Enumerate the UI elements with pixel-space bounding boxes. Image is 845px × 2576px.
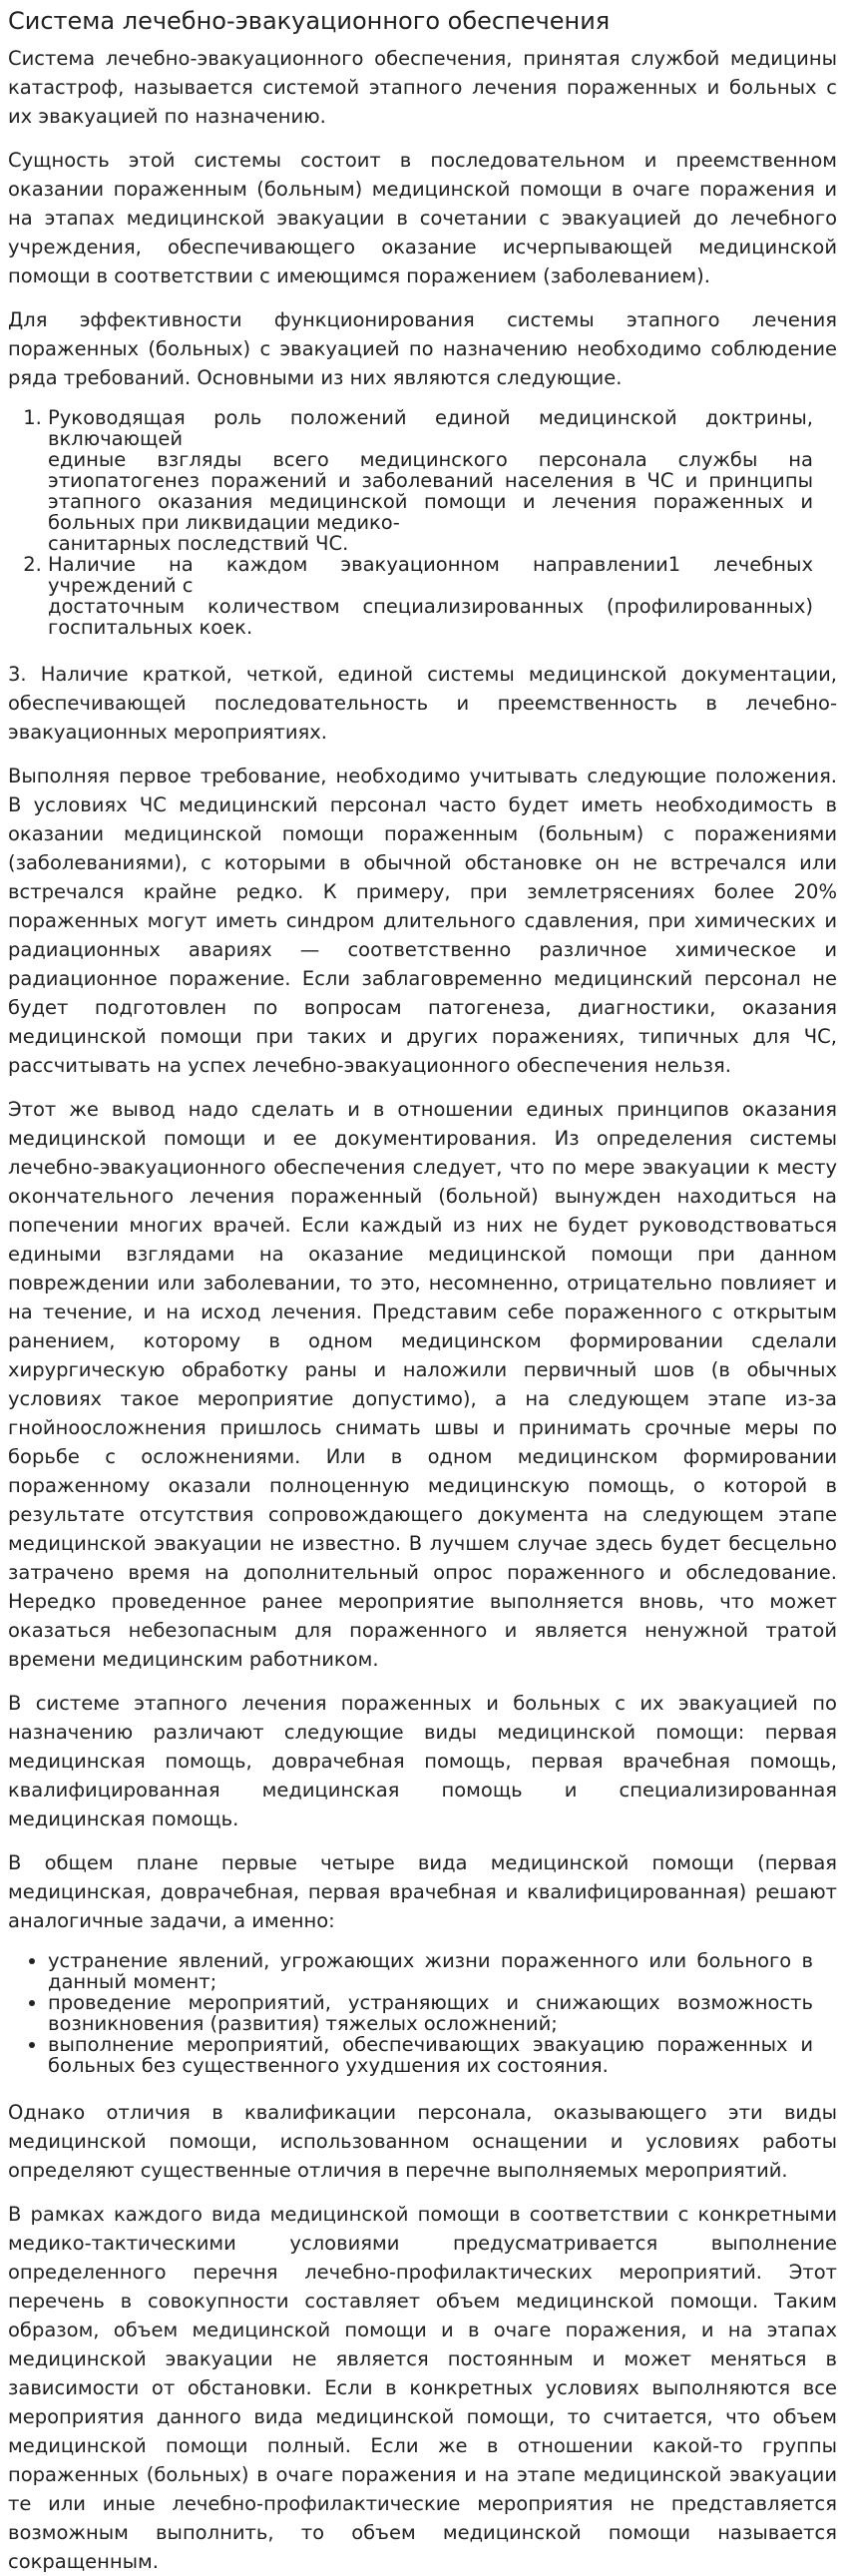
- requirement-line: 2. Наличие на каждом эвакуационном направлении1 лечебных учреждений с: [48, 553, 813, 597]
- task-item: • проведение мероприятий, устраняющих и снижающих возможность возникновения (развития) тяжелых осложнений;: [48, 1992, 837, 2034]
- tasks-list: [8, 1950, 837, 2076]
- paragraph: Этот же вывод надо сделать и в отношении единых принципов оказания медицинской помощи и ее документирования. Из определения системы лечебно-эвакуационного обеспечения следует, что по мере эвакуации к месту окончательного лечения пораженный (больной) вынужден находиться на попечении многих врачей. Если каждый из них не будет руководствоваться едиными взглядами на оказание медицинской помощи при данном повреждении или заболевании, то это, несомненно, отрицательно повлияет и на течение, и на исход лечения. Представим себе пораженного с открытым ранением, которому в одном медицинском формировании сделали хирургическую обработку раны и наложили первичный шов (в обычных условиях такое мероприятие допустимо), а на следующем этапе из-за гнойноосложнения пришлось снимать швы и принимать срочные меры по борьбе с осложнениями. Или в одном медицинском формировании пораженному оказали полноценную медицинскую помощь, о которой в результате отсутствия сопровождающего документа на следующем этапе медицинской эвакуации не известно. В лучшем случае здесь будет бесцельно затрачено время на дополнительный опрос пораженного и обследование. Нередко проведенное ранее мероприятие выполняется вновь, что может оказаться небезопасным для пораженного и является ненужной тратой времени медицинским работником.: [8, 1098, 837, 1671]
- requirements-list: [8, 407, 837, 638]
- paragraph: Система лечебно-эвакуационного обеспечения, принятая службой медицины катастроф, называется системой этапного лечения пораженных и больных с их эвакуацией по назначению.: [8, 47, 837, 128]
- paragraph: В рамках каждого вида медицинской помощи в соответствии с конкретными медико-тактическими условиями предусматривается выполнение определенного перечня лечебно-профилактических мероприятий. Этот перечень в совокупности составляет объем медицинской помощи. Таким образом, объем медицинской помощи и в очаге поражения, и на этапах медицинской эвакуации не является постоянным и может меняться в зависимости от обстановки. Если в конкретных условиях выполняются все мероприятия данного вида медицинской помощи, то считается, что объем медицинской помощи полный. Если же в отношении какой-то группы пораженных (больных) в очаге поражения и на этапе медицинской эвакуации те или иные лечебно-профилактические мероприятия не представляется возможным выполнить, то объем медицинской помощи называется сокращенным.: [8, 2203, 837, 2573]
- requirement-line: санитарных последствий ЧС.: [48, 532, 349, 555]
- requirement-item: [48, 407, 837, 554]
- paragraph: Выполняя первое требование, необходимо учитывать следующие положения. В условиях ЧС медицинский персонал часто будет иметь необходимость в оказании медицинской помощи пораженным (больным) с поражениями (заболеваниями), с которыми в обычной обстановке он не встречался или встречался крайне редко. К примеру, при землетрясениях более 20% пораженных могут иметь синдром длительного сдавления, при химических и радиационных авариях — соответственно различное химическое и радиационное поражение. Если заблаговременно медицинский персонал не будет подготовлен по вопросам патогенеза, диагностики, оказания медицинской помощи при таких и других поражениях, типичных для ЧС, рассчитывать на успех лечебно-эвакуационного обеспечения нельзя.: [8, 765, 837, 1077]
- requirement-line: достаточным количеством специализированных (профилированных) госпитальных коек.: [48, 595, 813, 639]
- task-item: • выполнение мероприятий, обеспечивающих эвакуацию пораженных и больных без существенного ухудшения их состояния.: [48, 2034, 837, 2076]
- paragraph: Для эффективности функционирования системы этапного лечения пораженных (больных) с эвакуацией по назначению необходимо соблюдение ряда требований. Основными из них являются следующие.: [8, 308, 837, 389]
- requirement-line: единые взгляды всего медицинского персонала службы на этиопатогенез поражений и заболеваний населения в ЧС и принципы этапного оказания медицинской помощи и лечения пораженных и больных при ликвидации медико-: [48, 448, 813, 534]
- paragraph: В системе этапного лечения пораженных и больных с их эвакуацией по назначению различают следующие виды медицинской помощи: первая медицинская помощь, доврачебная помощь, первая врачебная помощь, квалифицированная медицинская помощь и специализированная медицинская помощь.: [8, 1692, 837, 1830]
- requirement-item: [48, 554, 837, 638]
- task-item: • устранение явлений, угрожающих жизни пораженного или больного в данный момент;: [48, 1950, 837, 1992]
- requirement-line: 1. Руководящая роль положений единой медицинской доктрины, включающей: [48, 406, 813, 450]
- paragraph: Сущность этой системы состоит в последовательном и преемственном оказании пораженным (больным) медицинской помощи в очаге поражения и на этапах медицинской эвакуации в сочетании с эвакуацией до лечебного учреждения, обеспечивающего оказание исчерпывающей медицинской помощи в соответствии с имеющимся поражением (заболеванием).: [8, 149, 837, 287]
- paragraph: Однако отличия в квалификации персонала, оказывающего эти виды медицинской помощи, использованном оснащении и условиях работы определяют существенные отличия в перечне выполняемых мероприятий.: [8, 2101, 837, 2182]
- page-title: Система лечебно-эвакуационного обеспечения: [8, 7, 611, 35]
- paragraph: 3. Наличие краткой, четкой, единой системы медицинской документации, обеспечивающей последовательность и преемственность в лечебно-эвакуационных мероприятиях.: [8, 663, 837, 744]
- paragraph: В общем плане первые четыре вида медицинской помощи (первая медицинская, доврачебная, первая врачебная и квалифицированная) решают аналогичные задачи, а именно:: [8, 1851, 837, 1932]
